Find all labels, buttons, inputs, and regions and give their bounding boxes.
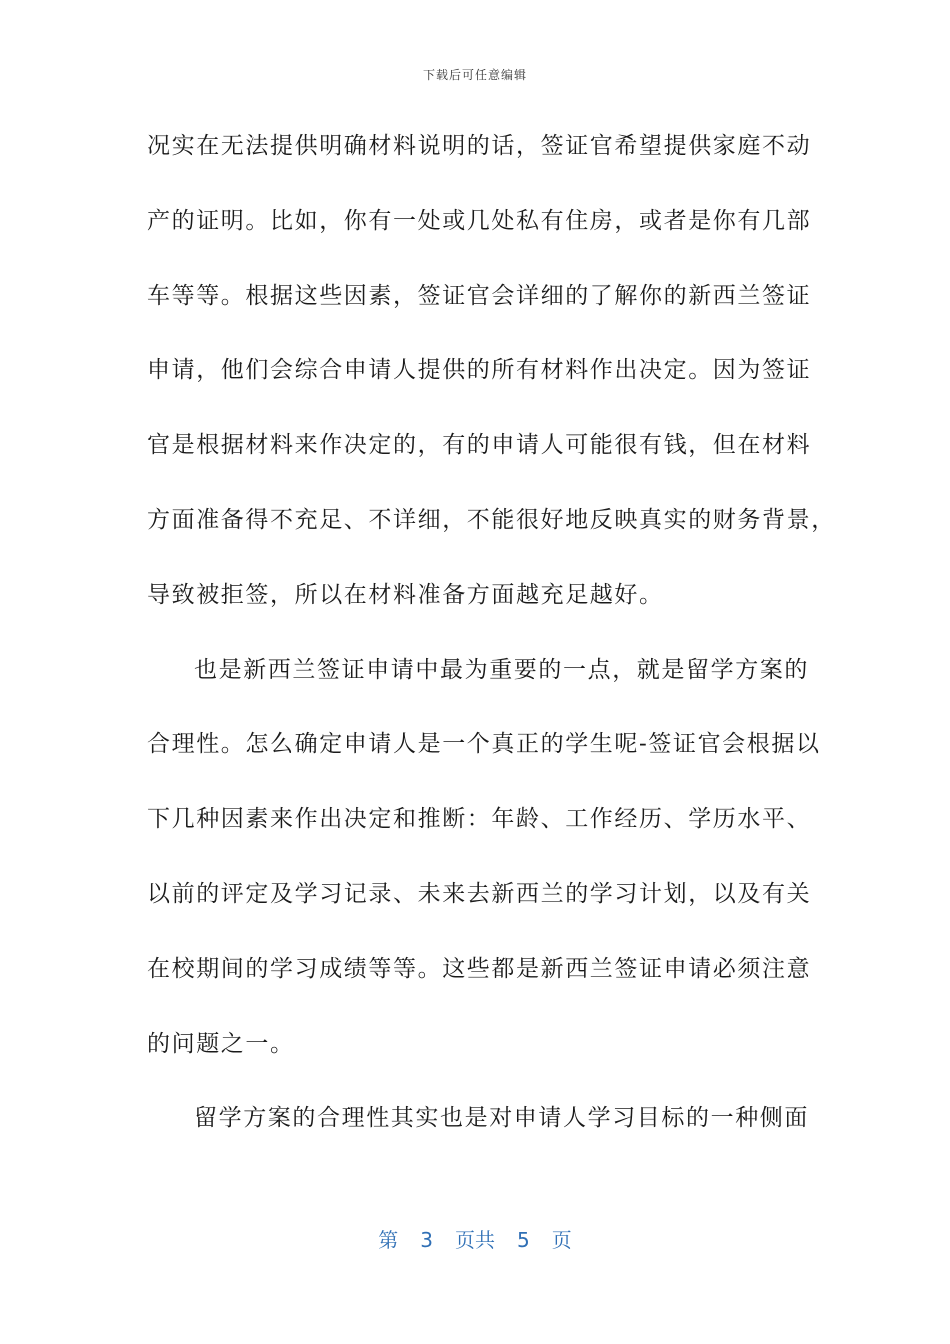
- body-line: 车等等。根据这些因素，签证官会详细的了解你的新西兰签证: [147, 282, 812, 309]
- footer-suffix: 页: [551, 1228, 572, 1252]
- footer-prefix: 第: [378, 1228, 399, 1252]
- body-line: 申请，他们会综合申请人提供的所有材料作出决定。因为签证: [147, 357, 812, 384]
- body-line: 方面准备得不充足、不详细，不能很好地反映真实的财务背景，: [147, 506, 836, 533]
- body-line: 导致被拒签，所以在材料准备方面越充足越好。: [147, 581, 664, 608]
- body-line: 产的证明。比如，你有一处或几处私有住房，或者是你有几部: [147, 207, 812, 234]
- body-line: 的问题之一。: [147, 1030, 295, 1057]
- paragraph-start-line: 也是新西兰签证申请中最为重要的一点，就是留学方案的: [194, 656, 809, 683]
- page-footer: [0, 1224, 950, 1253]
- document-body: [147, 124, 836, 1171]
- body-line: 况实在无法提供明确材料说明的话，签证官希望提供家庭不动: [147, 133, 812, 159]
- footer-total-pages: 5: [517, 1228, 530, 1252]
- body-line: 合理性。怎么确定申请人是一个真正的学生呢-签证官会根据以: [147, 731, 821, 758]
- body-line: 下几种因素来作出决定和推断：年龄、工作经历、学历水平、: [147, 806, 812, 833]
- body-line: 以前的评定及学习记录、未来去新西兰的学习计划，以及有关: [147, 880, 812, 907]
- body-line: 在校期间的学习成绩等等。这些都是新西兰签证申请必须注意: [147, 955, 812, 982]
- body-line: 官是根据材料来作决定的，有的申请人可能很有钱，但在材料: [147, 432, 812, 459]
- paragraph-start-line: 留学方案的合理性其实也是对申请人学习目标的一种侧面: [194, 1105, 809, 1132]
- header-note: 下载后可任意编辑: [422, 68, 527, 82]
- footer-middle: 页共: [455, 1228, 495, 1252]
- footer-current-page: 3: [420, 1228, 433, 1252]
